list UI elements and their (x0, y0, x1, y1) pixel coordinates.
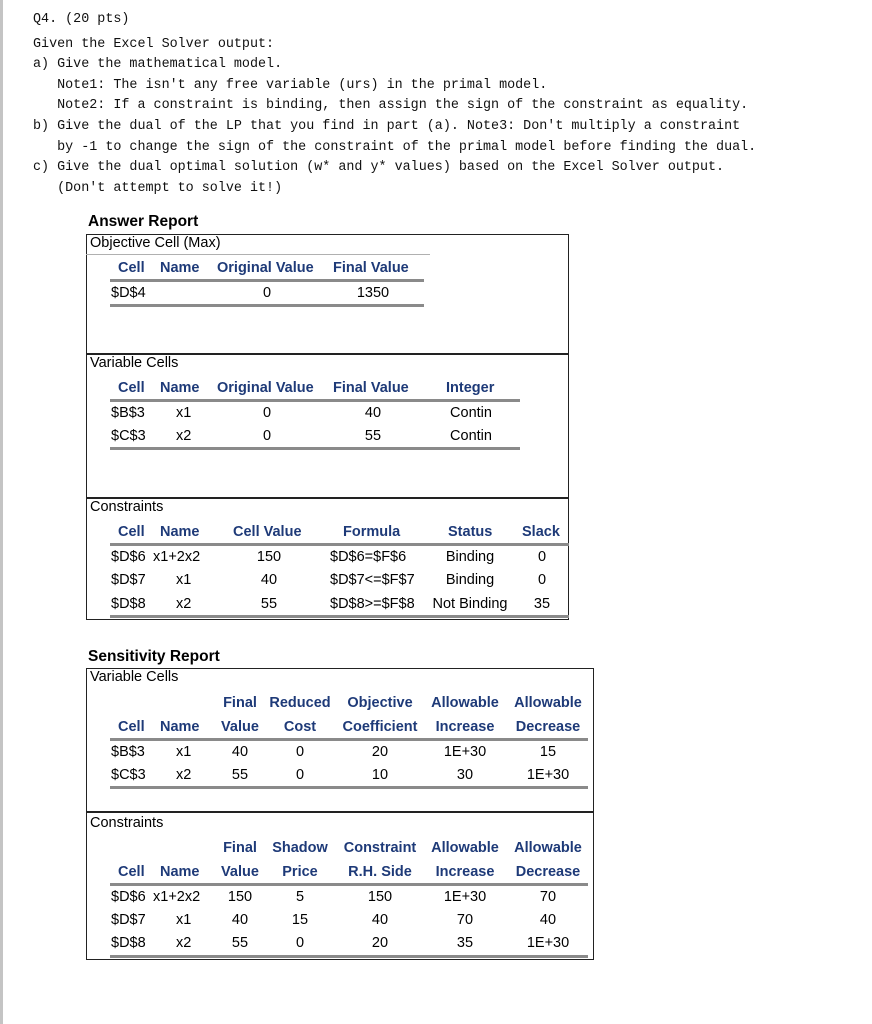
row-price: 0 (295, 935, 305, 951)
objective-label: Objective Cell (Max) (90, 235, 221, 251)
footer-rule (110, 955, 588, 958)
left-border (0, 0, 3, 1024)
row-decrease: 15 (539, 744, 557, 760)
row-status: Binding (445, 549, 495, 565)
header-rule (110, 543, 569, 546)
row-increase: 30 (456, 767, 474, 783)
row-name: x2 (176, 767, 192, 783)
header-top: Allowable (514, 695, 582, 711)
header-name: Name (160, 380, 200, 396)
row-cost: 0 (295, 744, 305, 760)
question-line: c) Give the dual optimal solution (w* and y* values) based on the Excel Solver output. (33, 160, 725, 175)
header-increase: Increase (435, 864, 495, 880)
header-original-value: Original Value (217, 380, 314, 396)
header-cell: Cell (118, 524, 145, 540)
row-formula: $D$7<=$F$7 (330, 572, 415, 588)
row-price: 15 (291, 912, 309, 928)
row-formula: $D$8>=$F$8 (330, 596, 415, 612)
header-cost: Cost (283, 719, 317, 735)
row-cell: $D$6 (111, 889, 146, 905)
row-increase: 1E+30 (443, 744, 487, 760)
header-value: Value (221, 864, 259, 880)
row-increase: 1E+30 (443, 889, 487, 905)
header-decrease: Decrease (515, 864, 581, 880)
row-original: 0 (262, 405, 272, 421)
header-decrease: Decrease (515, 719, 581, 735)
question-line: (Don't attempt to solve it!) (33, 181, 283, 196)
row-decrease: 40 (539, 912, 557, 928)
header-cell-value: Cell Value (233, 524, 302, 540)
footer-rule (110, 304, 424, 307)
row-name: x1 (176, 572, 192, 588)
row-final: 40 (364, 405, 382, 421)
variable-cells-label: Variable Cells (90, 355, 179, 371)
row-cell: $D$7 (111, 912, 146, 928)
question-line: b) Give the dual of the LP that you find in part (a). Note3: Don't multiply a constraint (33, 119, 741, 134)
header-formula: Formula (343, 524, 401, 540)
sens-constraints-label: Constraints (90, 815, 164, 831)
header-name: Name (160, 719, 200, 735)
objective-original: 0 (262, 285, 272, 301)
row-status: Binding (445, 572, 495, 588)
header-top: Allowable (514, 840, 582, 856)
header-slack: Slack (522, 524, 560, 540)
row-rhs: 20 (371, 935, 389, 951)
row-value: 40 (260, 572, 278, 588)
row-name: x1+2x2 (153, 549, 201, 565)
question-line: Note1: The isn't any free variable (urs) in the primal model. (33, 78, 548, 93)
row-name: x2 (176, 596, 192, 612)
row-value: 40 (231, 912, 249, 928)
header-rule (110, 738, 588, 741)
row-rhs: 40 (371, 912, 389, 928)
row-increase: 35 (456, 935, 474, 951)
header-original-value: Original Value (217, 260, 314, 276)
header-top: Constraint (343, 840, 417, 856)
row-decrease: 70 (539, 889, 557, 905)
row-integer: Contin (450, 405, 492, 421)
header-rule (110, 883, 588, 886)
objective-cell-ref: $D$4 (111, 285, 146, 301)
question-line: Note2: If a constraint is binding, then assign the sign of the constraint as equality. (33, 98, 749, 113)
objective-final: 1350 (356, 285, 390, 301)
row-integer: Contin (450, 428, 492, 444)
header-value: Value (221, 719, 259, 735)
row-increase: 70 (456, 912, 474, 928)
divider (86, 254, 430, 255)
objective-cell-box (86, 234, 569, 354)
row-cell: $D$6 (111, 549, 146, 565)
header-increase: Increase (435, 719, 495, 735)
row-status: Not Binding (432, 596, 508, 612)
header-name: Name (160, 524, 200, 540)
row-final: 55 (364, 428, 382, 444)
row-cell: $C$3 (111, 767, 146, 783)
sens-variable-cells-label: Variable Cells (90, 669, 179, 685)
row-value: 55 (231, 935, 249, 951)
row-cell: $D$8 (111, 935, 146, 951)
answer-report-title: Answer Report (88, 213, 199, 230)
sensitivity-report-title: Sensitivity Report (88, 648, 220, 665)
row-name: x1 (176, 744, 192, 760)
footer-rule (110, 447, 520, 450)
row-original: 0 (262, 428, 272, 444)
header-rule (110, 279, 424, 282)
question-line: Q4. (20 pts) (33, 12, 130, 27)
row-value: 150 (256, 549, 282, 565)
row-formula: $D$6=$F$6 (330, 549, 407, 565)
header-cell: Cell (118, 260, 145, 276)
row-cell: $D$8 (111, 596, 146, 612)
row-slack: 0 (537, 572, 547, 588)
header-final-value: Final Value (333, 380, 409, 396)
question-line: by -1 to change the sign of the constraint of the primal model before finding the dual. (33, 140, 757, 155)
header-cell: Cell (118, 380, 145, 396)
row-rhs: 150 (367, 889, 393, 905)
row-cell: $D$7 (111, 572, 146, 588)
header-top: Shadow (272, 840, 328, 856)
header-top: Reduced (269, 695, 331, 711)
question-line: Given the Excel Solver output: (33, 37, 275, 52)
header-price: Price (282, 864, 318, 880)
row-value: 55 (260, 596, 278, 612)
row-slack: 35 (533, 596, 551, 612)
header-top: Final (223, 695, 257, 711)
header-coefficient: Coefficient (342, 719, 418, 735)
row-decrease: 1E+30 (526, 767, 570, 783)
header-rule (110, 399, 520, 402)
constraints-label: Constraints (90, 499, 164, 515)
row-name: x2 (176, 428, 192, 444)
row-name: x1+2x2 (153, 889, 201, 905)
header-top: Final (223, 840, 257, 856)
header-name: Name (160, 260, 200, 276)
header-top: Allowable (431, 840, 499, 856)
row-name: x1 (176, 405, 192, 421)
row-coef: 20 (371, 744, 389, 760)
row-decrease: 1E+30 (526, 935, 570, 951)
header-name: Name (160, 864, 200, 880)
header-top: Objective (347, 695, 413, 711)
question-line: a) Give the mathematical model. (33, 57, 283, 72)
row-value: 40 (231, 744, 249, 760)
variable-cells-box (86, 354, 569, 498)
row-cell: $C$3 (111, 428, 146, 444)
row-coef: 10 (371, 767, 389, 783)
row-name: x2 (176, 935, 192, 951)
row-value: 150 (227, 889, 253, 905)
header-final-value: Final Value (333, 260, 409, 276)
footer-rule (110, 615, 569, 618)
header-top: Allowable (431, 695, 499, 711)
header-cell: Cell (118, 864, 145, 880)
footer-rule (110, 786, 588, 789)
header-integer: Integer (446, 380, 495, 396)
row-cost: 0 (295, 767, 305, 783)
row-cell: $B$3 (111, 744, 145, 760)
row-cell: $B$3 (111, 405, 145, 421)
header-cell: Cell (118, 719, 145, 735)
header-status: Status (448, 524, 493, 540)
row-price: 5 (295, 889, 305, 905)
row-value: 55 (231, 767, 249, 783)
header-rhs: R.H. Side (348, 864, 412, 880)
row-slack: 0 (537, 549, 547, 565)
row-name: x1 (176, 912, 192, 928)
